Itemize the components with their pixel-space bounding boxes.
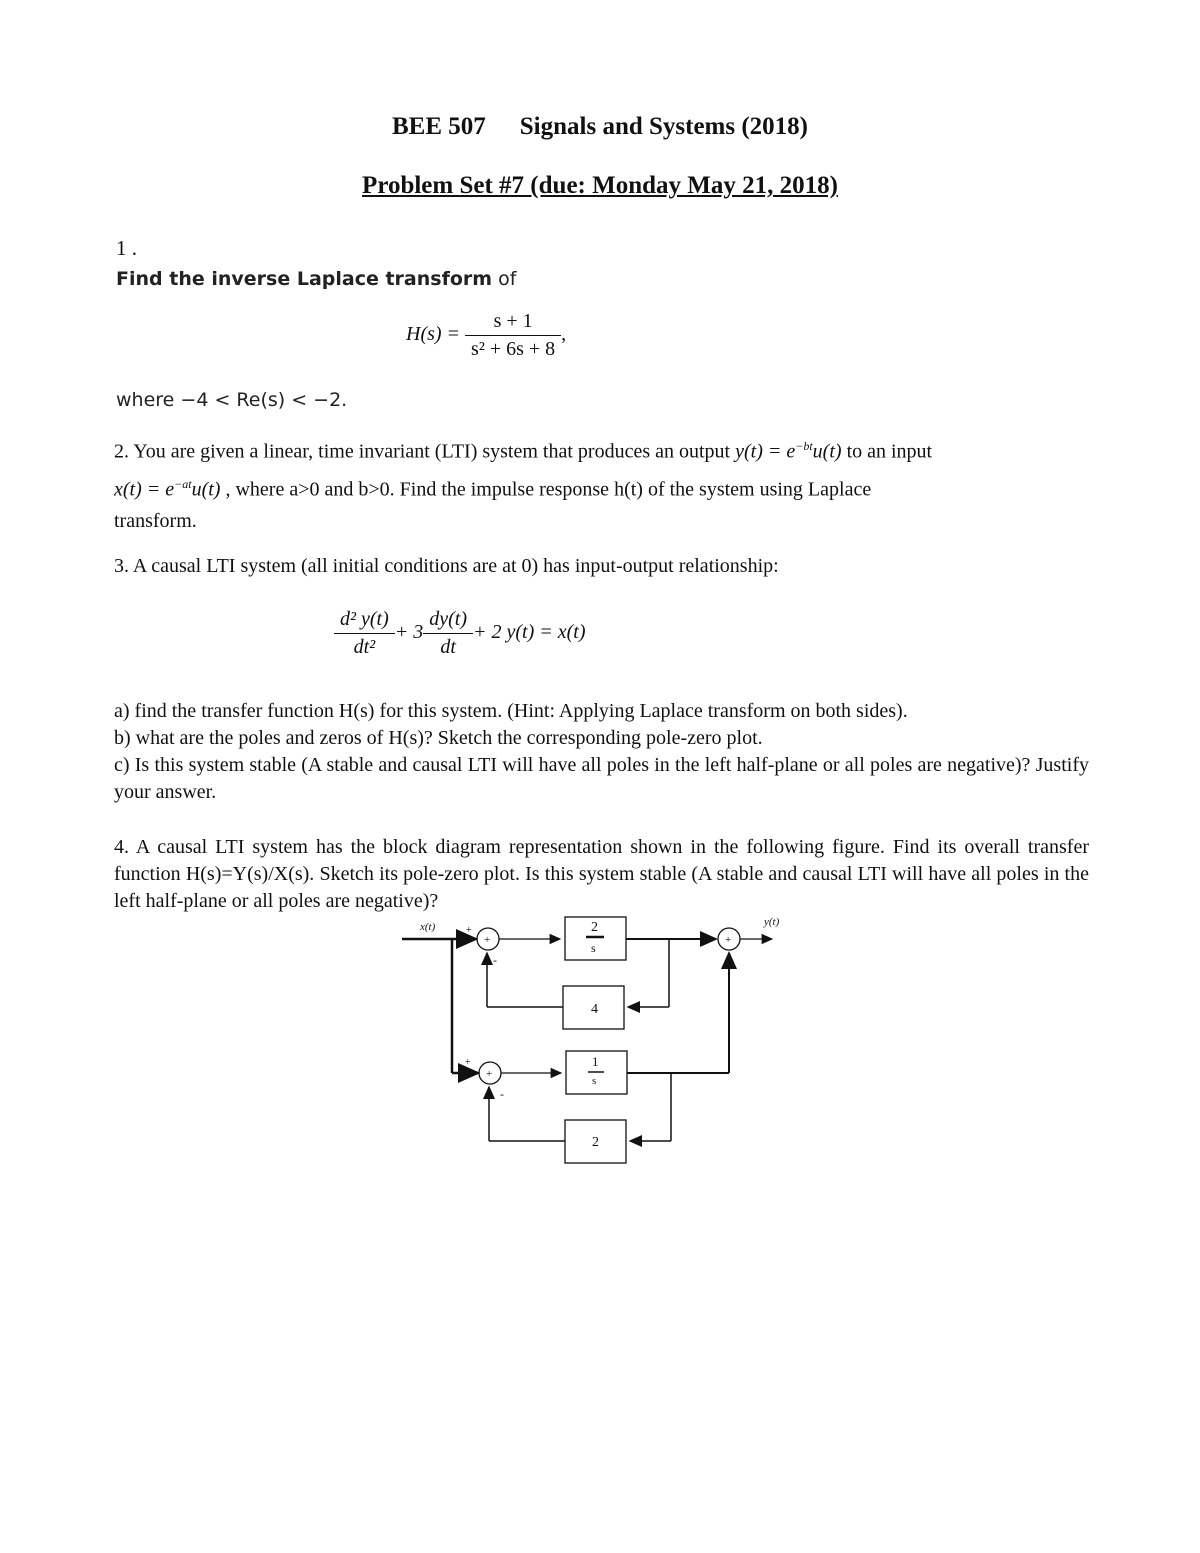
summer-bottom-plus: + — [486, 1068, 493, 1080]
q2-line1-tail: to an input — [841, 440, 933, 463]
q2-line3: transform. — [114, 510, 197, 533]
block-top-num: 2 — [591, 920, 598, 935]
q2-output-eq: y(t) = e — [735, 440, 796, 463]
block-fb-bot: 2 — [592, 1135, 599, 1150]
q2-input-step: u(t) — [191, 478, 221, 501]
q1-prompt-bold: Find the inverse Laplace transform — [116, 268, 493, 290]
block-fb-top: 4 — [591, 1002, 598, 1017]
q1-prompt-tail: of — [492, 268, 517, 290]
q3-part-b: b) what are the poles and zeros of H(s)? Sketch the corresponding pole-zero plot. — [114, 727, 763, 749]
q3-eq-mid: + 3 — [394, 621, 424, 644]
bottom-feedback-sign: - — [500, 1087, 504, 1101]
q2-output-step: u(t) — [812, 440, 842, 463]
q3-frac2-den: dt — [440, 636, 456, 658]
q1-number: 1 . — [116, 236, 137, 260]
bottom-input-sign: + — [465, 1057, 471, 1068]
q3-eq-tail: + 2 y(t) = x(t) — [473, 621, 586, 644]
q1-lhs: H(s) = — [406, 323, 461, 346]
q3-frac1-num: d² y(t) — [334, 608, 395, 634]
q1-denominator: s² + 6s + 8 — [471, 338, 556, 360]
q3-frac1-den: dt² — [353, 636, 376, 658]
q3-part-c: c) Is this system stable (A stable and causal LTI will have all poles in the left half-plane or all poles are negative)? Justify your answer. — [114, 754, 1089, 803]
q3-frac2-num: dy(t) — [423, 608, 473, 634]
q2-line2-tail: , where a>0 and b>0. Find the impulse response h(t) of the system using Laplace — [220, 478, 872, 501]
q2-line1: 2. You are given a linear, time invariant (LTI) system that produces an output — [114, 440, 736, 463]
q1-numerator: s + 1 — [465, 310, 561, 336]
top-input-sign: + — [466, 925, 472, 936]
q3-part-a: a) find the transfer function H(s) for this system. (Hint: Applying Laplace transform on both sides). — [114, 700, 908, 722]
q4-text: 4. A causal LTI system has the block diagram representation shown in the following figure. Find its overall transfer function H(s)=Y(s)/X(s). Sketch its pole-zero plot. Is this system stable (A stable and causal LTI will have all poles in the left half-plane or all poles are negative)? — [114, 836, 1089, 912]
problem-set-title: Problem Set #7 (due: Monday May 21, 2018) — [362, 172, 838, 199]
q1-region: where −4 < Re(s) < −2. — [116, 389, 348, 411]
block-bot-den: s — [592, 1075, 597, 1087]
q2-input-exp: −at — [174, 476, 192, 491]
q3-intro: 3. A causal LTI system (all initial conditions are at 0) has input-output relationship: — [114, 555, 779, 577]
summer-top-plus: + — [484, 934, 491, 946]
block-bot-num: 1 — [592, 1054, 599, 1069]
input-label: x(t) — [420, 921, 436, 933]
q2-output-exp: −bt — [795, 439, 813, 453]
output-label: y(t) — [764, 916, 780, 928]
summer-output-plus: + — [725, 934, 732, 946]
course-code: BEE 507 — [391, 113, 486, 140]
q2-input-eq: x(t) = e — [114, 478, 175, 501]
block-top-den: s — [591, 941, 596, 955]
q1-trailing: , — [561, 323, 567, 346]
course-title: Signals and Systems (2018) — [519, 113, 809, 140]
top-feedback-sign: - — [493, 953, 497, 967]
